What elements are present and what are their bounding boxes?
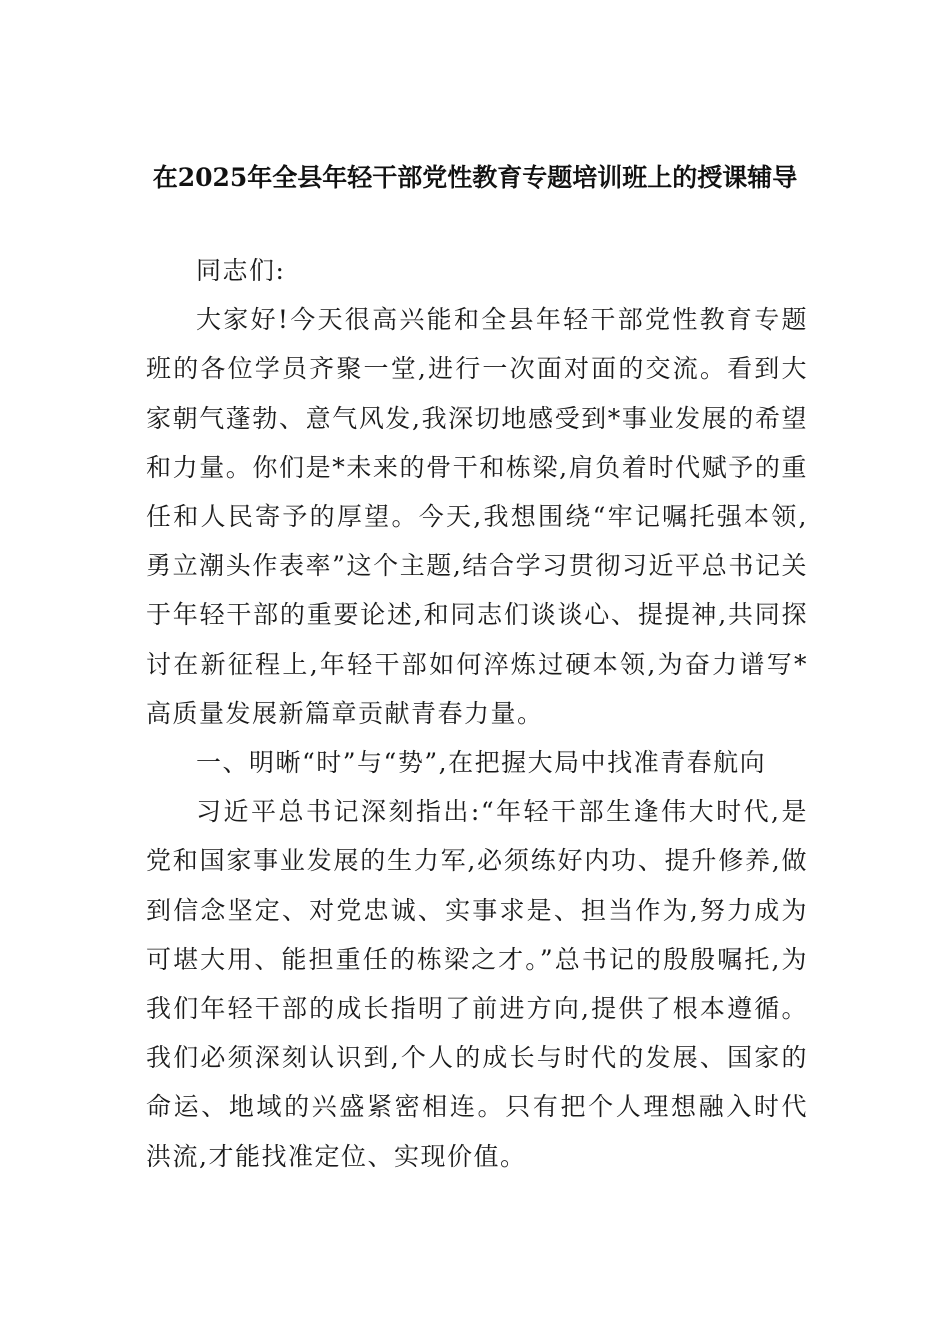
section-body-paragraph: 习近平总书记深刻指出:“年轻干部生逢伟大时代,是党和国家事业发展的生力军,必须练好内功、提升修养,做到信念坚定、对党忠诚、实事求是、担当作为,努力成为可堪大用、能担重任的栋梁之才。”总书记的殷殷嘱托,为我们年轻干部的成长指明了前进方向,提供了根本遵循。我们必须深刻认识到,个人的成长与时代的发展、国家的命运、地域的兴盛紧密相连。只有把个人理想融入时代洪流,才能找准定位、实现价值。 [146, 797, 808, 1171]
salutation-paragraph: 同志们: [196, 256, 286, 285]
intro-paragraph: 大家好!今天很高兴能和全县年轻干部党性教育专题班的各位学员齐聚一堂,进行一次面对面的交流。看到大家朝气蓬勃、意气风发,我深切地感受到*事业发展的希望和力量。你们是*未来的骨干和栋梁,肩负着时代赋予的重任和人民寄予的厚望。今天,我想围绕“牢记嘱托强本领,勇立潮头作表率”这个主题,结合学习贯彻习近平总书记关于年轻干部的重要论述,和同志们谈谈心、提提神,共同探讨在新征程上,年轻干部如何淬炼过硬本领,为奋力谱写*高质量发展新篇章贡献青春力量。 [146, 305, 808, 728]
document-body [146, 246, 808, 1181]
document-title: 在2025年全县年轻干部党性教育专题培训班上的授课辅导 [152, 163, 798, 192]
section-heading: 一、明晰“时”与“势”,在把握大局中找准青春航向 [196, 748, 767, 778]
